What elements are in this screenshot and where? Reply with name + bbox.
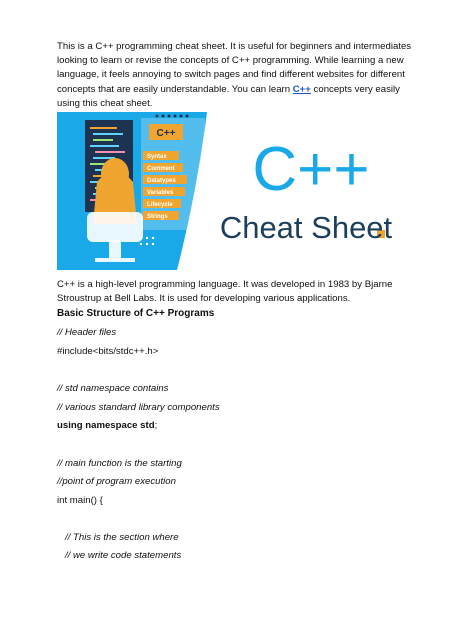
intro-text-end: concepts very easily using this cheat sheet.	[57, 83, 400, 109]
badge-label: C++	[156, 128, 176, 139]
code-comment-section-1: // This is the section where	[65, 532, 179, 543]
topic-syntax: Syntax	[147, 154, 167, 160]
topic-strings: Strings	[147, 214, 168, 220]
cpp-link[interactable]: C++	[292, 83, 311, 95]
intro-text: This is a C++ programming cheat sheet. It is useful for beginners and intermediates looking to learn or revise the concepts of C++ programming. While learning a new language, it feels annoying to switch pages and find different websites for different concepts that are easily understandable. You can learn	[57, 41, 412, 95]
code-include: #include<bits/stdc++.h>	[57, 346, 159, 357]
banner-subtitle: Cheat Sheet	[219, 210, 393, 245]
code-comment-section-2: // we write code statements	[65, 550, 182, 561]
using-keyword: using namespace std	[57, 420, 155, 431]
code-using-namespace	[57, 420, 157, 432]
code-main-signature: int main() {	[57, 495, 103, 506]
section-heading: Basic Structure of C++ Programs	[57, 308, 215, 319]
topic-lifecycle: Lifecycle	[147, 202, 173, 208]
intro-paragraph	[57, 40, 419, 111]
banner-big-title: C++	[252, 135, 370, 204]
code-comment-main-2: //point of program execution	[57, 476, 176, 487]
code-comment-main-1: // main function is the starting	[57, 458, 182, 469]
code-comment-namespace-1: // std namespace contains	[57, 383, 169, 394]
topic-comment: Comment	[147, 166, 175, 172]
description-paragraph: C++ is a high-level programming language. It was developed in 1983 by Bjarne Stroustrup at Bell Labs. It is used for developing various applications.	[57, 279, 393, 305]
using-semicolon: ;	[154, 420, 158, 431]
cheat-sheet-banner	[57, 112, 417, 270]
code-comment-header: // Header files	[57, 327, 117, 338]
banner-illustration	[57, 112, 417, 270]
topic-variables: Variables	[147, 190, 174, 196]
chair-icon	[87, 212, 143, 242]
code-comment-namespace-2: // various standard library components	[57, 402, 220, 413]
topic-datatypes: Datatypes	[147, 178, 176, 184]
